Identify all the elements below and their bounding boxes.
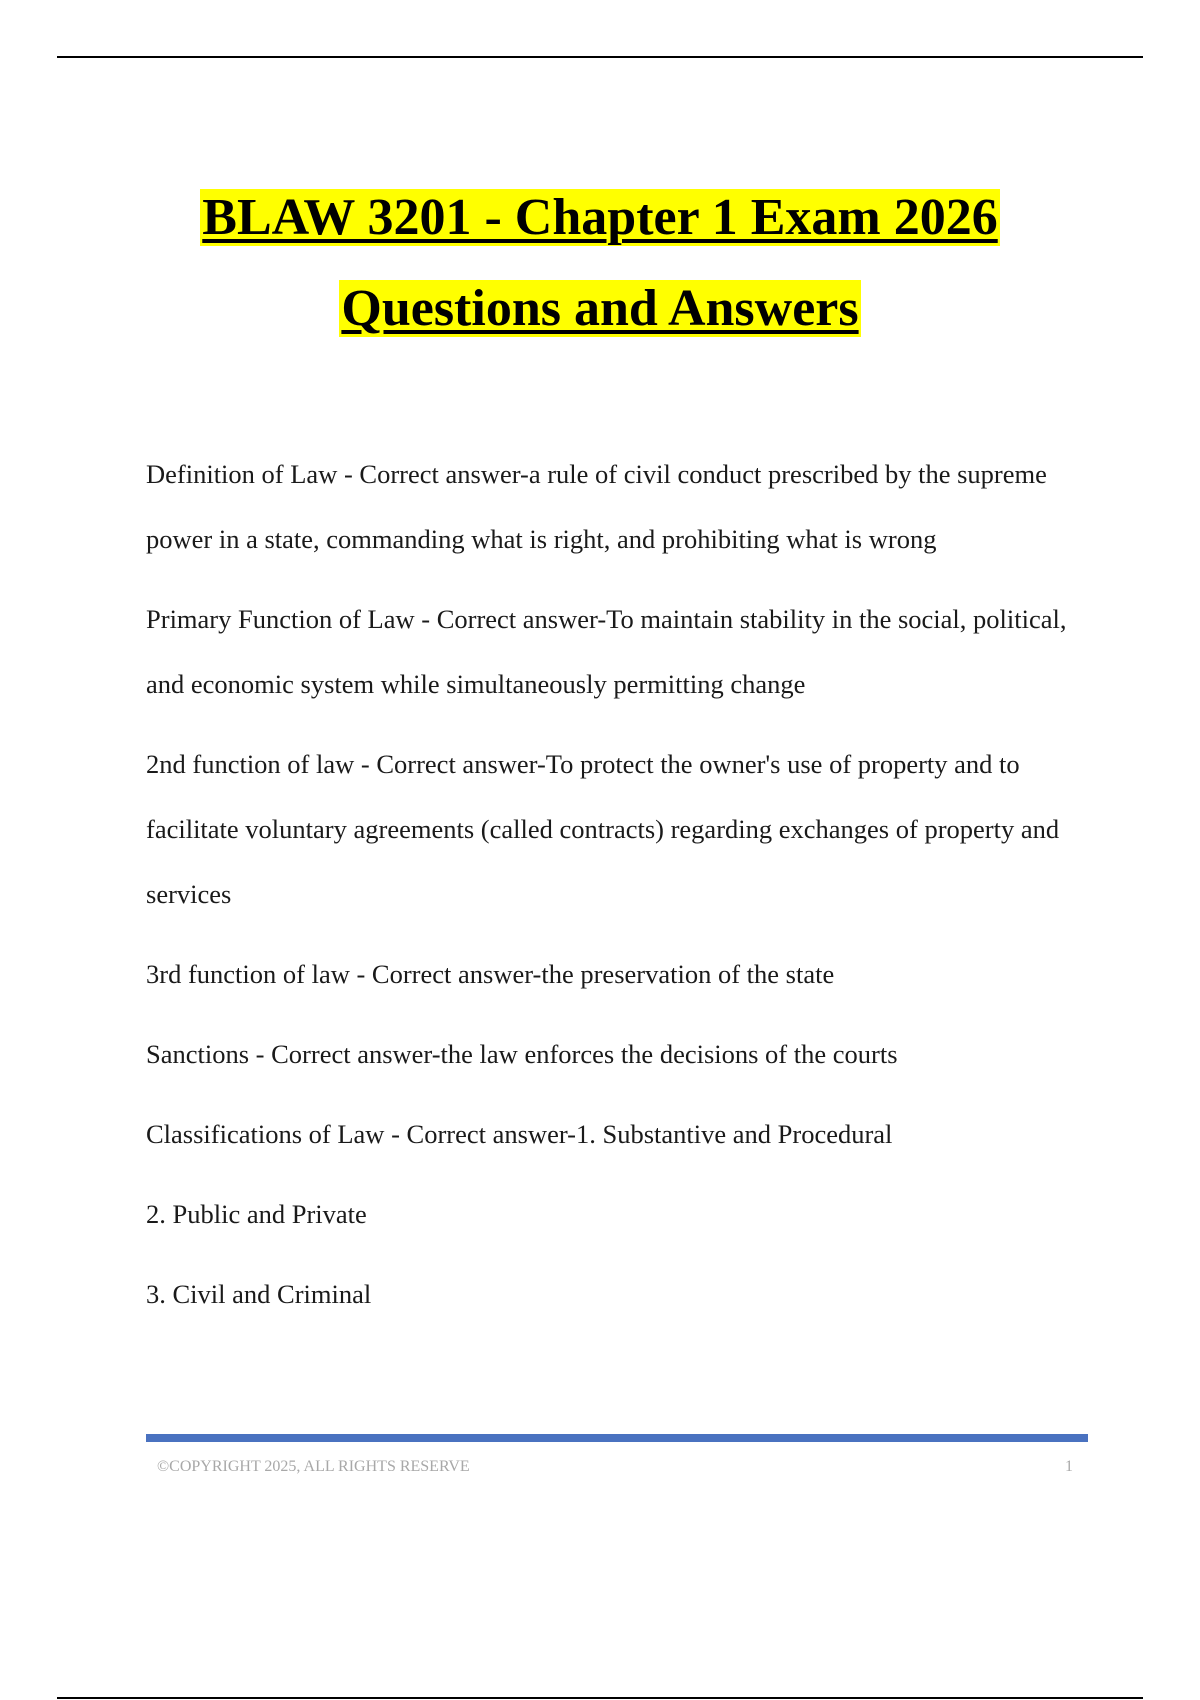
qa-entry-primary-function: Primary Function of Law - Correct answer-To maintain stability in the social, political, and economic system while simultaneously permitting change xyxy=(146,604,1067,699)
title-line-2: Questions and Answers xyxy=(341,280,859,337)
list-item-civil-criminal: 3. Civil and Criminal xyxy=(146,1279,372,1309)
footer-copyright: ©COPYRIGHT 2025, ALL RIGHTS RESERVE xyxy=(157,1458,470,1475)
qa-entry-definition-of-law: Definition of Law - Correct answer-a rule of civil conduct prescribed by the supreme power in a state, commanding what is right, and prohibiting what is wrong xyxy=(146,459,1047,554)
title-line-1: BLAW 3201 - Chapter 1 Exam 2026 xyxy=(202,189,998,246)
document-body xyxy=(146,442,1096,1342)
top-rule xyxy=(57,56,1143,58)
bottom-rule xyxy=(57,1697,1143,1699)
qa-entry-classifications: Classifications of Law - Correct answer-1. Substantive and Procedural xyxy=(146,1119,893,1149)
document-title xyxy=(0,172,1200,354)
footer-divider-bar xyxy=(146,1434,1088,1442)
qa-entry-sanctions: Sanctions - Correct answer-the law enforces the decisions of the courts xyxy=(146,1039,898,1069)
footer-page-number: 1 xyxy=(1065,1458,1073,1475)
qa-entry-second-function: 2nd function of law - Correct answer-To protect the owner's use of property and to facilitate voluntary agreements (called contracts) regarding exchanges of property and services xyxy=(146,749,1060,909)
list-item-public-private: 2. Public and Private xyxy=(146,1199,367,1229)
qa-entry-third-function: 3rd function of law - Correct answer-the preservation of the state xyxy=(146,959,835,989)
